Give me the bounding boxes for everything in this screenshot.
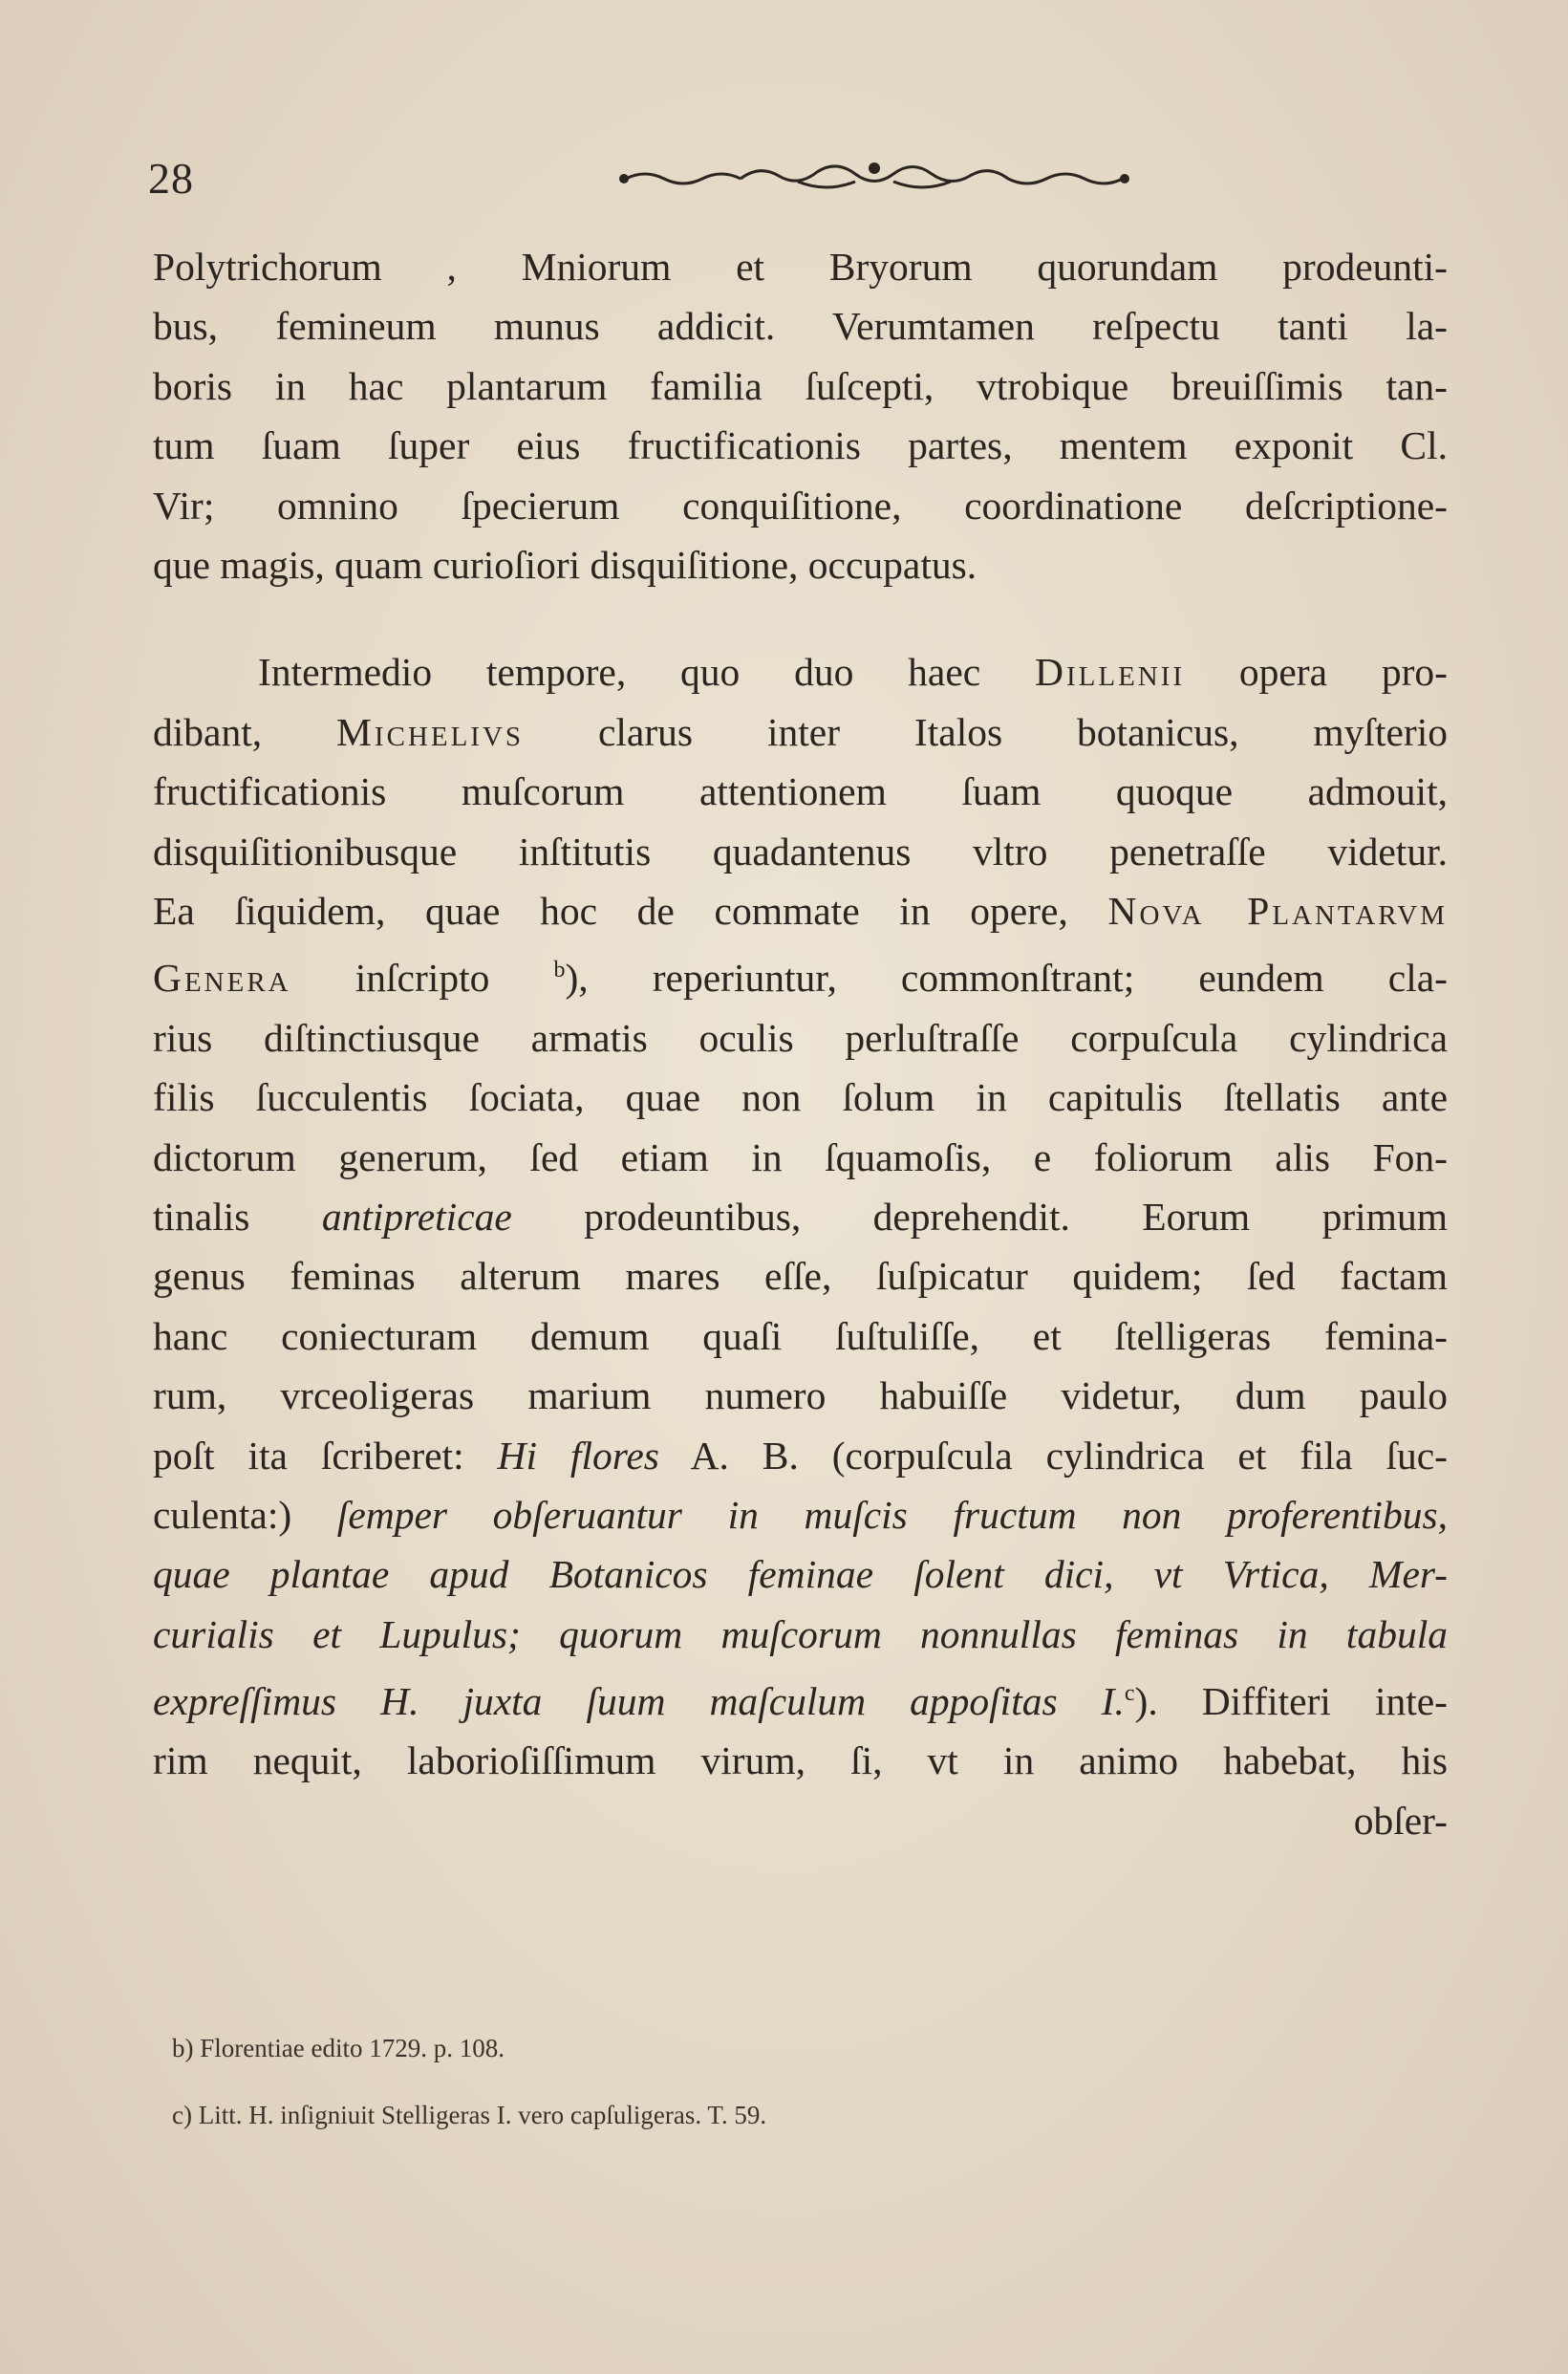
text-line	[153, 881, 1448, 940]
text-line	[153, 702, 1448, 762]
text-run: Ea ſiquidem, quae hoc de commate in opere,	[153, 889, 1108, 934]
work-title: Genera	[153, 956, 291, 1001]
text-line: dictorum generum, ſed etiam in ſquamoſis, e foliorum alis Fon-	[153, 1134, 1448, 1179]
text-run: dibant,	[153, 709, 337, 754]
text-run: clarus inter Italos botanicus, myſterio	[524, 709, 1449, 754]
text-line: bus, femineum munus addicit. Verumtamen reſpectu tanti la-	[153, 304, 1448, 349]
text-line: disquiſitionibusque inſtitutis quadantenus vltro penetraſſe videtur.	[153, 829, 1448, 874]
page-header	[148, 143, 1424, 220]
quotation: ſemper obſeruantur in muſcis fructum non proferentibus,	[336, 1492, 1448, 1537]
text-line: tum ſuam ſuper eius fructificationis partes, mentem exponit Cl.	[153, 423, 1448, 468]
text-run: inſcripto	[290, 956, 554, 1001]
text-run: tinalis	[153, 1194, 322, 1239]
text-line: Vir; omnino ſpecierum conquiſitione, coordinatione deſcriptione-	[153, 483, 1448, 528]
quotation: expreſſimus H. juxta ſuum maſculum appoſitas I.	[153, 1679, 1125, 1723]
footnote: c) Litt. H. inſigniuit Stelligeras I. vero capſuligeras. T. 59.	[172, 2101, 767, 2129]
text-line	[153, 1485, 1448, 1544]
page-number: 28	[148, 154, 194, 203]
work-title: Nova Plantarvm	[1107, 889, 1449, 934]
text-line	[153, 1187, 1448, 1246]
text-run: culenta:)	[153, 1492, 337, 1537]
text-line: boris in hac plantarum familia ſuſcepti, vtrobique breuiſſimis tan-	[153, 363, 1448, 408]
body-text	[153, 237, 1448, 1850]
scroll-ornament-icon	[607, 155, 1142, 203]
text-run: ), reperiuntur, commonſtrant; eundem cla-	[565, 956, 1448, 1001]
text-line	[153, 642, 1448, 701]
quotation-line: curialis et Lupulus; quorum muſcorum nonnullas feminas in tabula	[153, 1611, 1448, 1656]
footnote: b) Florentiae edito 1729. p. 108.	[172, 2034, 505, 2062]
text-run: poſt ita ſcriberet:	[153, 1433, 498, 1478]
text-line: Polytrichorum , Mniorum et Bryorum quorundam prodeunti-	[153, 245, 1448, 289]
species-name: antipreticae	[321, 1194, 512, 1239]
text-line: rim nequit, laborioſiſſimum virum, ſi, vt in animo habebat, his	[153, 1738, 1448, 1783]
author-name: Dillenii	[1035, 650, 1186, 695]
text-line	[153, 940, 1448, 1007]
catchword: obſer-	[1353, 1798, 1448, 1843]
footnote-marker: c	[1124, 1681, 1135, 1707]
text-line: filis ſucculentis ſociata, quae non ſolum in capitulis ſtellatis ante	[153, 1075, 1448, 1120]
text-line: genus feminas alterum mares eſſe, ſuſpicatur quidem; ſed factam	[153, 1254, 1448, 1299]
quotation-line: quae plantae apud Botanicos feminae ſolent dici, vt Vrtica, Mer-	[153, 1552, 1448, 1597]
text-run: prodeuntibus, deprehendit. Eorum primum	[511, 1194, 1448, 1239]
author-name: Michelivs	[336, 709, 525, 754]
text-run: A. B. (corpuſcula cylindrica et fila ſuc-	[658, 1433, 1448, 1478]
text-line: rius diſtinctiusque armatis oculis perluſtraſſe corpuſcula cylindrica	[153, 1015, 1448, 1060]
text-line: rum, vrceoligeras marium numero habuiſſe videtur, dum paulo	[153, 1373, 1448, 1418]
footnote-marker: b	[553, 958, 566, 983]
text-line	[153, 1426, 1448, 1485]
text-line	[153, 1664, 1448, 1731]
paragraph-1	[153, 237, 1448, 594]
text-run: ). Diffiteri inte-	[1134, 1679, 1448, 1723]
text-line: hanc coniecturam demum quaſi ſuſtuliſſe, et ſtelligeras femina-	[153, 1313, 1448, 1358]
text-run: opera pro-	[1185, 650, 1448, 695]
quotation: Hi flores	[497, 1433, 659, 1478]
text-line: fructificationis muſcorum attentionem ſuam quoque admouit,	[153, 769, 1448, 814]
footnotes	[172, 2015, 1128, 2148]
paragraph-2	[153, 642, 1448, 1850]
text-line: que magis, quam curioſiori disquiſitione, occupatus.	[153, 543, 977, 588]
text-run: Intermedio tempore, quo duo haec	[258, 650, 1036, 695]
